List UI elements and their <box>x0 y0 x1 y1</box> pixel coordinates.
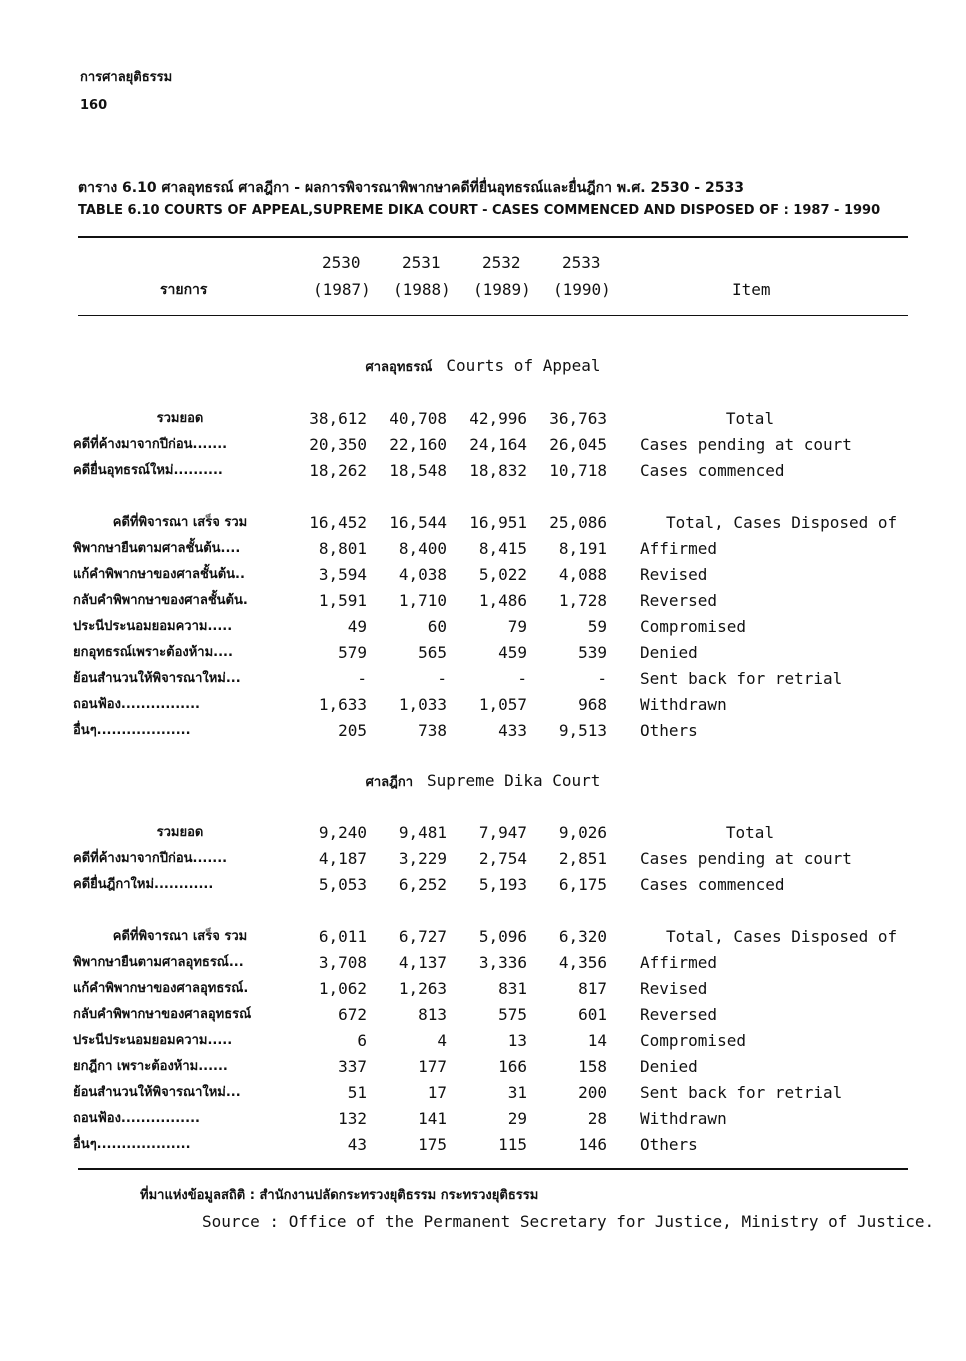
cell-value: 6,727 <box>398 927 447 946</box>
row-label-english: Others <box>640 1135 698 1154</box>
header-bottom-rule <box>78 315 908 316</box>
cell-value: 3,336 <box>478 953 527 972</box>
cell-value: 177 <box>418 1057 447 1076</box>
row-label-thai: ยกฎีกา เพราะต้องห้าม...... <box>73 1059 228 1074</box>
page-number: 160 <box>80 98 108 113</box>
row-label-english: Reversed <box>640 591 718 610</box>
row-label-thai: อื่นๆ................... <box>73 1137 191 1152</box>
running-header: การศาลยุติธรรม <box>80 70 173 85</box>
cell-value: 1,710 <box>398 591 447 610</box>
section-title-thai: ศาลอุทธรณ์ <box>365 360 433 375</box>
source-english: Source : Office of the Permanent Secretary for Justice, Ministry of Justice. <box>202 1212 935 1231</box>
cell-value: 115 <box>498 1135 527 1154</box>
cell-value: 14 <box>587 1031 607 1050</box>
row-label-english: Total <box>725 823 775 842</box>
row-label-thai: คดีที่พิจารณา เสร็จ รวม <box>112 515 248 530</box>
section-title-supreme-dika-court <box>0 771 966 793</box>
row-label-english: Others <box>640 721 698 740</box>
row-label-english: Cases pending at court <box>640 435 852 454</box>
cell-value: 3,229 <box>398 849 447 868</box>
cell-value: 565 <box>418 643 447 662</box>
cell-value: 9,026 <box>558 823 607 842</box>
row-label-thai: พิพากษายืนตามศาลอุทธรณ์... <box>73 955 244 970</box>
row-label-english: Cases pending at court <box>640 849 852 868</box>
cell-value: 20,350 <box>309 435 367 454</box>
cell-value: 3,708 <box>318 953 367 972</box>
cell-value: 4,137 <box>398 953 447 972</box>
cell-value: 29 <box>507 1109 527 1128</box>
cell-value: 25,086 <box>549 513 607 532</box>
cell-value: 146 <box>578 1135 607 1154</box>
row-label-thai: รวมยอด <box>156 825 204 840</box>
section-title-courts-of-appeal <box>0 356 966 378</box>
cell-value: 1,062 <box>318 979 367 998</box>
cell-value: 1,263 <box>398 979 447 998</box>
row-label-english: Compromised <box>640 1031 746 1050</box>
cell-value: 539 <box>578 643 607 662</box>
row-label-thai: ย้อนสำนวนให้พิจารณาใหม่... <box>73 671 241 686</box>
cell-value: 59 <box>587 617 607 636</box>
cell-value: 28 <box>587 1109 607 1128</box>
cell-value: 4 <box>437 1031 447 1050</box>
cell-value: 8,801 <box>318 539 367 558</box>
row-label-thai: แก้คำพิพากษาของศาลชั้นต้น.. <box>73 567 245 582</box>
cell-value: 9,481 <box>398 823 447 842</box>
cell-value: 831 <box>498 979 527 998</box>
cell-value: 1,486 <box>478 591 527 610</box>
cell-value: 132 <box>338 1109 367 1128</box>
cell-value: 205 <box>338 721 367 740</box>
cell-value: - <box>357 669 367 688</box>
column-header-year-be: 2532 <box>482 253 521 272</box>
row-label-english: Affirmed <box>640 539 718 558</box>
cell-value: 42,996 <box>469 409 527 428</box>
cell-value: 49 <box>347 617 367 636</box>
cell-value: 40,708 <box>389 409 447 428</box>
row-label-english: Total, Cases Disposed of <box>666 927 898 946</box>
row-label-thai: ประนีประนอมยอมความ..... <box>73 1033 233 1048</box>
row-label-english: Reversed <box>640 1005 718 1024</box>
row-label-thai: คดียื่นอุทธรณ์ใหม่.......... <box>73 463 223 478</box>
row-label-thai: กลับคำพิพากษาของศาลอุทธรณ์ <box>73 1007 252 1022</box>
column-header-year-be: 2530 <box>322 253 361 272</box>
row-label-english: Withdrawn <box>640 695 727 714</box>
cell-value: 672 <box>338 1005 367 1024</box>
row-label-english: Revised <box>640 979 708 998</box>
cell-value: 7,947 <box>478 823 527 842</box>
row-label-thai: ย้อนสำนวนให้พิจารณาใหม่... <box>73 1085 241 1100</box>
cell-value: 2,754 <box>478 849 527 868</box>
cell-value: 22,160 <box>389 435 447 454</box>
column-header-year-ce: (1990) <box>553 280 611 299</box>
cell-value: 51 <box>347 1083 367 1102</box>
cell-value: 8,400 <box>398 539 447 558</box>
row-label-thai: คดีที่พิจารณา เสร็จ รวม <box>112 929 248 944</box>
cell-value: 18,548 <box>389 461 447 480</box>
cell-value: 813 <box>418 1005 447 1024</box>
cell-value: 968 <box>578 695 607 714</box>
table-bottom-rule <box>78 1168 908 1170</box>
row-label-english: Total <box>725 409 775 428</box>
cell-value: 31 <box>507 1083 527 1102</box>
column-header-year-be: 2533 <box>562 253 601 272</box>
row-label-english: Denied <box>640 643 698 662</box>
column-header-year-ce: (1987) <box>313 280 371 299</box>
cell-value: 9,240 <box>318 823 367 842</box>
cell-value: 6,175 <box>558 875 607 894</box>
cell-value: 738 <box>418 721 447 740</box>
row-label-thai: รวมยอด <box>156 411 204 426</box>
table-caption-english: TABLE 6.10 COURTS OF APPEAL,SUPREME DIKA COURT - CASES COMMENCED AND DISPOSED OF : 1987 - 1990 <box>78 203 881 218</box>
cell-value: 9,513 <box>558 721 607 740</box>
row-label-thai: คดีที่ค้างมาจากปีก่อน....... <box>73 437 228 452</box>
cell-value: 79 <box>507 617 527 636</box>
cell-value: 13 <box>507 1031 527 1050</box>
section-title-english: Courts of Appeal <box>446 356 601 375</box>
cell-value: 337 <box>338 1057 367 1076</box>
row-label-thai: ประนีประนอมยอมความ..... <box>73 619 233 634</box>
row-label-thai: กลับคำพิพากษาของศาลชั้นต้น. <box>73 593 248 608</box>
row-label-thai: แก้คำพิพากษาของศาลอุทธรณ์. <box>73 981 249 996</box>
cell-value: 24,164 <box>469 435 527 454</box>
cell-value: 6,252 <box>398 875 447 894</box>
row-label-thai: ถอนฟ้อง................ <box>73 697 200 712</box>
row-label-english: Sent back for retrial <box>640 669 843 688</box>
row-label-english: Sent back for retrial <box>640 1083 843 1102</box>
cell-value: - <box>437 669 447 688</box>
column-header-year-be: 2531 <box>402 253 441 272</box>
cell-value: 433 <box>498 721 527 740</box>
cell-value: 4,088 <box>558 565 607 584</box>
cell-value: 5,053 <box>318 875 367 894</box>
section-title-thai: ศาลฎีกา <box>365 775 414 790</box>
cell-value: 16,951 <box>469 513 527 532</box>
row-label-english: Cases commenced <box>640 461 785 480</box>
cell-value: 579 <box>338 643 367 662</box>
cell-value: 175 <box>418 1135 447 1154</box>
cell-value: 1,591 <box>318 591 367 610</box>
cell-value: 38,612 <box>309 409 367 428</box>
cell-value: 200 <box>578 1083 607 1102</box>
cell-value: 16,452 <box>309 513 367 532</box>
cell-value: 4,038 <box>398 565 447 584</box>
cell-value: - <box>517 669 527 688</box>
cell-value: 17 <box>427 1083 447 1102</box>
cell-value: 26,045 <box>549 435 607 454</box>
cell-value: 6 <box>357 1031 367 1050</box>
row-label-english: Denied <box>640 1057 698 1076</box>
cell-value: 3,594 <box>318 565 367 584</box>
row-label-thai: คดีที่ค้างมาจากปีก่อน....... <box>73 851 228 866</box>
cell-value: 18,262 <box>309 461 367 480</box>
section-title-english: Supreme Dika Court <box>427 771 601 790</box>
column-header-thai-item: รายการ <box>160 282 208 298</box>
row-label-thai: ยกอุทธรณ์เพราะต้องห้าม.... <box>73 645 233 660</box>
table-top-rule <box>78 236 908 238</box>
cell-value: 10,718 <box>549 461 607 480</box>
cell-value: 601 <box>578 1005 607 1024</box>
cell-value: - <box>597 669 607 688</box>
cell-value: 43 <box>347 1135 367 1154</box>
cell-value: 16,544 <box>389 513 447 532</box>
cell-value: 18,832 <box>469 461 527 480</box>
table-caption-thai: ตาราง 6.10 ศาลอุทธรณ์ ศาลฎีกา - ผลการพิจารณาพิพากษาคดีที่ยื่นอุทธรณ์และยื่นฎีกา พ.ศ. 2530 - 2533 <box>78 180 744 196</box>
cell-value: 60 <box>427 617 447 636</box>
cell-value: 6,320 <box>558 927 607 946</box>
cell-value: 459 <box>498 643 527 662</box>
row-label-thai: พิพากษายืนตามศาลชั้นต้น.... <box>73 541 241 556</box>
row-label-english: Compromised <box>640 617 746 636</box>
cell-value: 1,728 <box>558 591 607 610</box>
cell-value: 4,187 <box>318 849 367 868</box>
cell-value: 158 <box>578 1057 607 1076</box>
cell-value: 1,057 <box>478 695 527 714</box>
row-label-english: Affirmed <box>640 953 718 972</box>
cell-value: 1,033 <box>398 695 447 714</box>
cell-value: 6,011 <box>318 927 367 946</box>
cell-value: 5,193 <box>478 875 527 894</box>
cell-value: 5,096 <box>478 927 527 946</box>
row-label-english: Total, Cases Disposed of <box>666 513 898 532</box>
cell-value: 36,763 <box>549 409 607 428</box>
cell-value: 8,415 <box>478 539 527 558</box>
row-label-english: Cases commenced <box>640 875 785 894</box>
cell-value: 8,191 <box>558 539 607 558</box>
row-label-thai: คดียื่นฎีกาใหม่............ <box>73 877 214 892</box>
cell-value: 1,633 <box>318 695 367 714</box>
cell-value: 4,356 <box>558 953 607 972</box>
row-label-thai: อื่นๆ................... <box>73 723 191 738</box>
column-header-year-ce: (1988) <box>393 280 451 299</box>
cell-value: 817 <box>578 979 607 998</box>
cell-value: 166 <box>498 1057 527 1076</box>
cell-value: 575 <box>498 1005 527 1024</box>
cell-value: 2,851 <box>558 849 607 868</box>
row-label-thai: ถอนฟ้อง................ <box>73 1111 200 1126</box>
column-header-year-ce: (1989) <box>473 280 531 299</box>
source-thai: ที่มาแห่งข้อมูลสถิติ : สำนักงานปลัดกระทรวงยุติธรรม กระทรวงยุติธรรม <box>140 1188 539 1203</box>
row-label-english: Revised <box>640 565 708 584</box>
row-label-english: Withdrawn <box>640 1109 727 1128</box>
cell-value: 5,022 <box>478 565 527 584</box>
column-header-item: Item <box>732 280 771 299</box>
cell-value: 141 <box>418 1109 447 1128</box>
